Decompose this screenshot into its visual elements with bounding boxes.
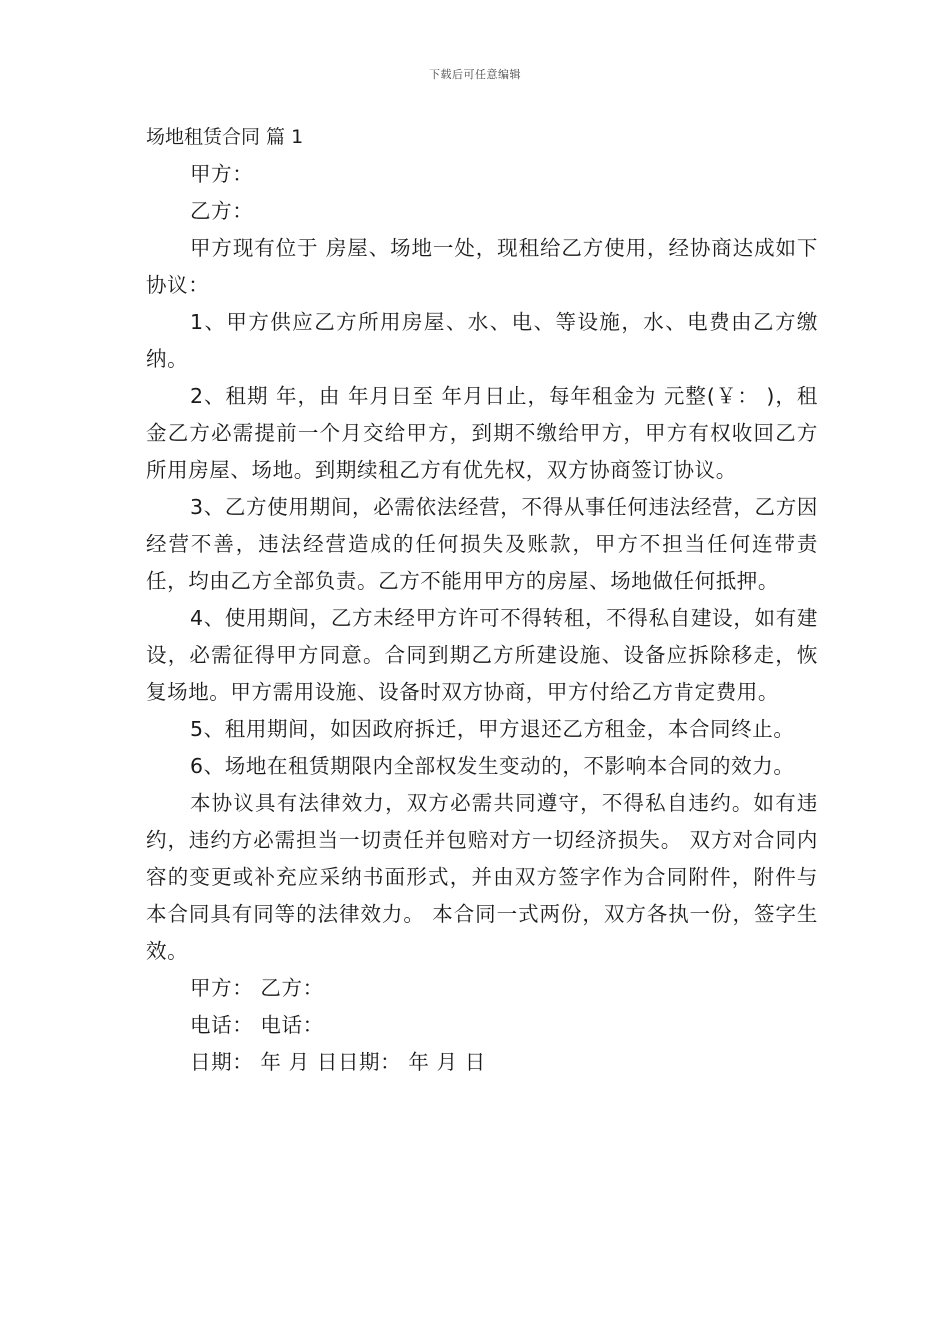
signature-date-line: 日期： 年 月 日日期： 年 月 日 (190, 1050, 486, 1074)
clause-1: 1、甲方供应乙方所用房屋、水、电、等设施，水、电费由乙方缴纳。 (146, 310, 818, 371)
signature-parties-line: 甲方： 乙方： (190, 976, 324, 1000)
party-b-line: 乙方： (190, 199, 254, 223)
clause-5: 5、租用期间，如因政府拆迁，甲方退还乙方租金，本合同终止。 (190, 717, 795, 741)
document-title: 场地租赁合同 篇 1 (146, 126, 304, 148)
closing-paragraph: 本协议具有法律效力，双方必需共同遵守，不得私自违约。如有违约，违约方必需担当一切责任并包赔对方一切经济损失。 双方对合同内容的变更或补充应采纳书面形式，并由双方签字作为合同附件，附件与本合同具有同等的法律效力。 本合同一式两份，双方各执一份，签字生效。 (146, 791, 818, 963)
clause-3: 3、乙方使用期间，必需依法经营，不得从事任何违法经营，乙方因经营不善，违法经营造成的任何损失及账款，甲方不担当任何连带责任，均由乙方全部负责。乙方不能用甲方的房屋、场地做任何抵押。 (146, 495, 818, 593)
header-note: 下载后可任意编辑 (429, 68, 521, 81)
party-a-line: 甲方： (190, 162, 254, 186)
clause-6: 6、场地在租赁期限内全部权发生变动的，不影响本合同的效力。 (190, 754, 795, 778)
signature-phone-line: 电话： 电话： (190, 1013, 324, 1037)
intro-paragraph: 甲方现有位于 房屋、场地一处，现租给乙方使用，经协商达成如下协议： (146, 236, 818, 297)
clause-2: 2、租期 年，由 年月日至 年月日止，每年租金为 元整(￥： )，租金乙方必需提前一个月交给甲方，到期不缴给甲方，甲方有权收回乙方所用房屋、场地。到期续租乙方有优先权，双方协商签订协议。 (146, 384, 818, 482)
clause-4: 4、使用期间，乙方未经甲方许可不得转租，不得私自建设，如有建设，必需征得甲方同意。合同到期乙方所建设施、设备应拆除移走，恢复场地。甲方需用设施、设备时双方协商，甲方付给乙方肯定费用。 (146, 606, 818, 704)
contract-body (146, 156, 818, 1081)
